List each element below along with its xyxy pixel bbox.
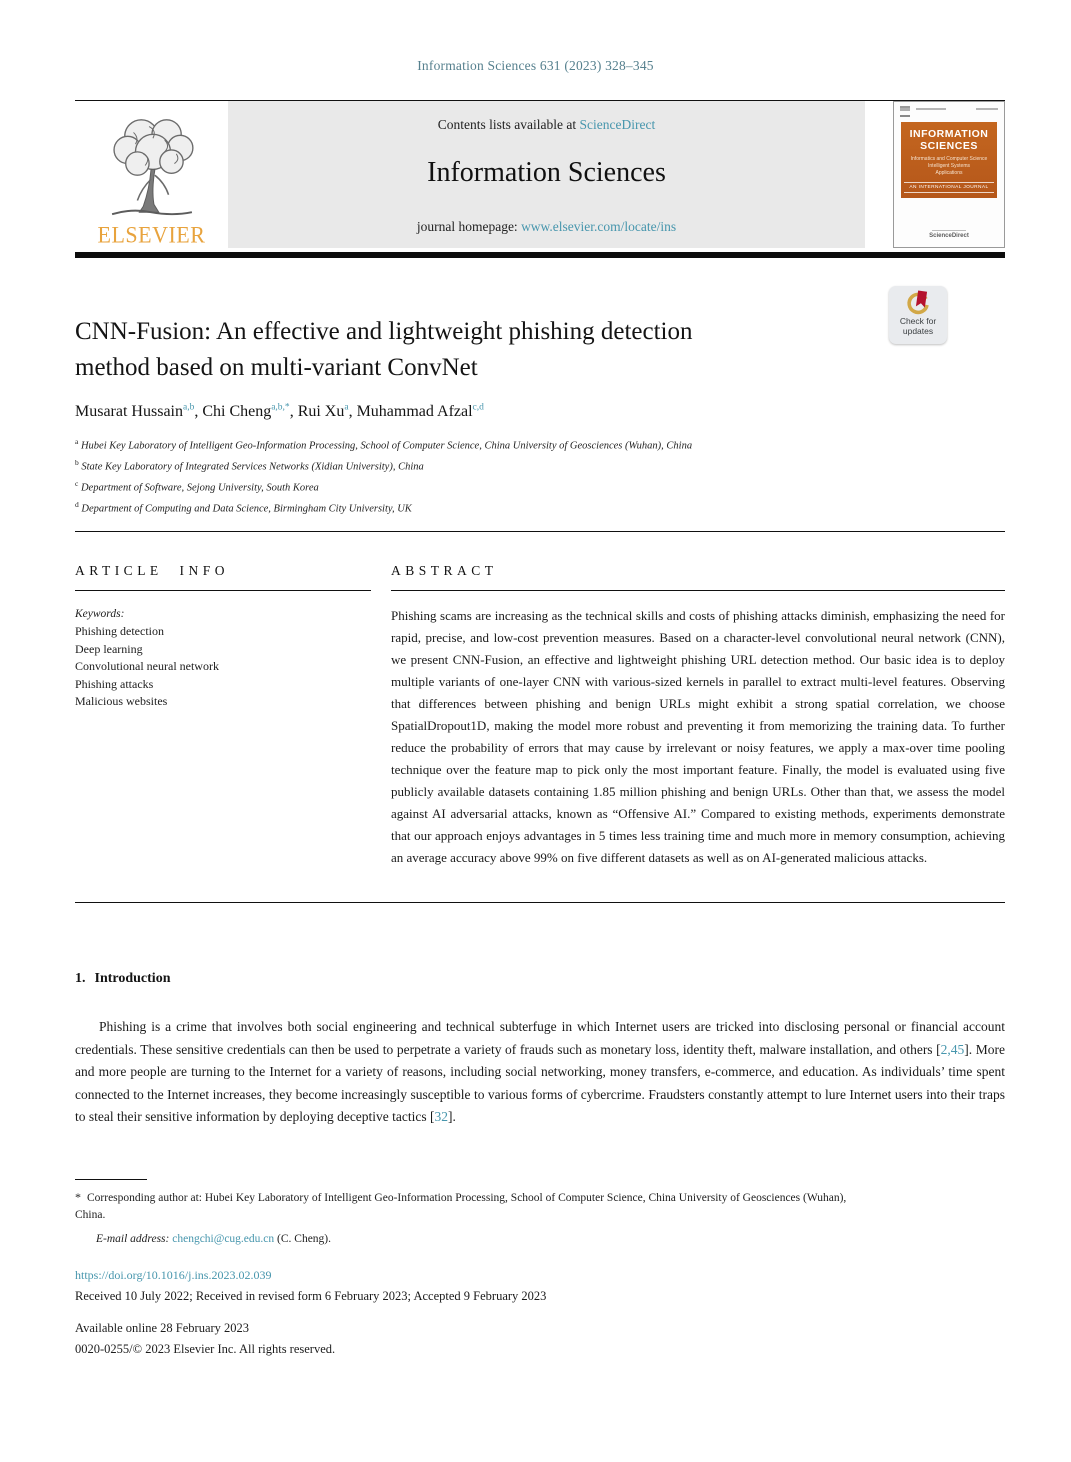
elsevier-wordmark: ELSEVIER xyxy=(97,221,206,248)
keywords-block xyxy=(75,606,371,711)
author: Rui Xu$^a$, xyxy=(297,403,357,421)
homepage-prefix: journal homepage: xyxy=(416,219,522,234)
received-dates: Received 10 July 2022; Received in revised form 6 February 2023; Accepted 9 February 2023 xyxy=(75,1288,547,1303)
paper-title: CNN-Fusion: An effective and lightweight phishing detection method based on multi-variant ConvNet xyxy=(75,318,693,381)
cover-band: AN INTERNATIONAL JOURNAL xyxy=(904,182,994,193)
affiliations xyxy=(75,434,1005,518)
cover-subtitle: Informatics and Computer Science Intelligent Systems Applications xyxy=(910,156,988,176)
cover-title: INFORMATION SCIENCES xyxy=(909,128,989,152)
author-affil-sup: c,d xyxy=(472,403,484,413)
author-list xyxy=(75,403,1005,421)
affiliation-line: $^c$ Department of Software, Sejong University, South Korea xyxy=(75,479,319,494)
introduction-paragraph: Phishing is a crime that involves both social engineering and technical subterfuge in which Internet users are tricked into disclosing personal or financial account credentials. These sensitive credentials can then be used to perpetrate a variety of frauds such as monetary loss, identity theft, malware installation, and others [2,45]. More and more people are turning to the Internet for a variety of reasons, including social networking, money transfers, e-commerce, and education. As individuals’ time spent connected to the Internet increases, they become increasingly susceptible to various forms of cybercrime. Fraudsters constantly attempt to lure Internet users into their traps to steal their sensitive information by deploying deceptive tactics [32]. xyxy=(75,1019,1005,1125)
cover-orange-panel xyxy=(901,122,997,198)
footnote-block xyxy=(75,1179,1005,1248)
info-abstract-section xyxy=(75,532,1005,869)
abstract-heading: ABSTRACT xyxy=(391,563,498,579)
journal-banner xyxy=(228,101,865,248)
journal-cover-thumbnail[interactable] xyxy=(893,101,1005,248)
keyword: Malicious websites xyxy=(75,694,168,709)
abstract-rule xyxy=(391,590,1005,591)
author-affil-sup: a xyxy=(344,403,349,413)
cover-issn-text xyxy=(976,108,998,110)
section-divider xyxy=(75,902,1005,903)
affiliation-line: $^d$ Department of Computing and Data Science, Birmingham City University, UK xyxy=(75,500,412,515)
article-footer xyxy=(75,1265,1005,1360)
contents-prefix: Contents lists available at xyxy=(437,117,580,132)
citation-link[interactable]: 32 xyxy=(434,1109,449,1125)
cover-volume-text xyxy=(916,108,946,110)
journal-homepage-link[interactable]: www.elsevier.com/locate/ins xyxy=(521,219,677,234)
article-info-rule xyxy=(75,590,371,591)
article-header xyxy=(75,258,1005,532)
check-for-updates-badge[interactable] xyxy=(889,286,947,344)
available-online: Available online 28 February 2023 xyxy=(75,1320,250,1335)
doi-link[interactable]: https://doi.org/10.1016/j.ins.2023.02.039 xyxy=(75,1267,272,1282)
journal-masthead xyxy=(75,100,1005,258)
section-divider xyxy=(75,531,1005,532)
citation-link[interactable]: 2,45 xyxy=(940,1041,965,1057)
keyword: Deep learning xyxy=(75,641,143,656)
abstract-text: Phishing scams are increasing as the technical skills and costs of phishing attacks diminish, emphasizing the need for rapid, precise, and low-cost prevention measures. Based on a character-level convolutional neural network (CNN), we present CNN-Fusion, an effective and lightweight phishing URL detection method. Our basic idea is to deploy multiple variants of one-layer CNN with various-sized kernels in parallel to extract multi-level features. Observing that differences between phishing and benign URLs might exhibit a strong spatial correlation, we choose SpatialDropout1D, making the model more robust and preventing it from memorizing the training data. To further reduce the probability of errors that may cause by irrelevant or noisy features, we apply a max-over time pooling technique over the feature map to pick only the most important feature. Finally, the model is evaluated using five publicly available datasets containing 1.85 million phishing and benign URLs. Other than that, we assess the model against AI adversarial attacks, known as “Offensive AI.” Compared to existing methods, experiments demonstrate that our approach enjoys advantages in 5 times less training time and much more in memory consumption, achieving an average accuracy above 99% on five different datasets as well as on AI-generated malicious attacks. xyxy=(391,608,1005,866)
contents-line xyxy=(228,117,865,133)
introduction-section xyxy=(75,971,1005,1129)
affiliation-line: $^b$ State Key Laboratory of Integrated Services Networks (Xidian University), China xyxy=(75,458,424,473)
sciencedirect-link[interactable]: ScienceDirect xyxy=(579,117,656,132)
corresponding-author-note-cont: China. xyxy=(75,1208,106,1221)
elsevier-logo xyxy=(75,101,228,248)
abstract-column xyxy=(391,563,1005,869)
author: Chi Cheng$^{a,b,*}$, xyxy=(202,403,298,421)
keyword: Phishing attacks xyxy=(75,676,154,691)
keyword: Phishing detection xyxy=(75,624,164,639)
corresponding-author-note: * Corresponding author at: Hubei Key Laboratory of Intelligent Geo-Information Processing, School of Computer Science, China University of Geosciences (Wuhan), xyxy=(75,1189,847,1204)
cover-mini-logo xyxy=(900,106,910,117)
email-link[interactable]: chengchi@cug.edu.cn xyxy=(172,1232,275,1245)
footnote-rule xyxy=(75,1179,147,1180)
check-for-updates-label: Check for updates xyxy=(899,316,937,336)
elsevier-tree-icon xyxy=(93,111,211,220)
author: Muhammad Afzal$^{c,d}$ xyxy=(356,403,484,421)
email-line: E-mail address: chengchi@cug.edu.cn (C. Cheng). xyxy=(96,1232,332,1245)
article-info-column xyxy=(75,563,371,869)
issn-copyright: 0020-0255/© 2023 Elsevier Inc. All rights reserved. xyxy=(75,1341,336,1356)
author-affil-sup: a,b,* xyxy=(271,403,290,413)
author: Musarat Hussain$^{a,b}$, xyxy=(75,403,203,421)
affiliation-line: $^a$ Hubei Key Laboratory of Intelligent Geo-Information Processing, School of Computer Science, China University of Geosciences (Wuhan), China xyxy=(75,437,693,452)
journal-title: Information Sciences xyxy=(427,157,666,188)
cover-top-strip xyxy=(894,102,1004,122)
cover-sciencedirect-logo: ScienceDirect xyxy=(894,230,1004,239)
journal-citation: Information Sciences 631 (2023) 328–345 xyxy=(417,58,654,73)
crossmark-icon xyxy=(905,290,931,316)
article-info-heading: ARTICLE INFO xyxy=(75,563,230,579)
introduction-heading: 1. Introduction xyxy=(75,971,171,987)
keyword: Convolutional neural network xyxy=(75,659,219,674)
author-affil-sup: a,b xyxy=(182,403,195,413)
keywords-label: Keywords: xyxy=(75,608,125,621)
homepage-line xyxy=(228,219,865,235)
